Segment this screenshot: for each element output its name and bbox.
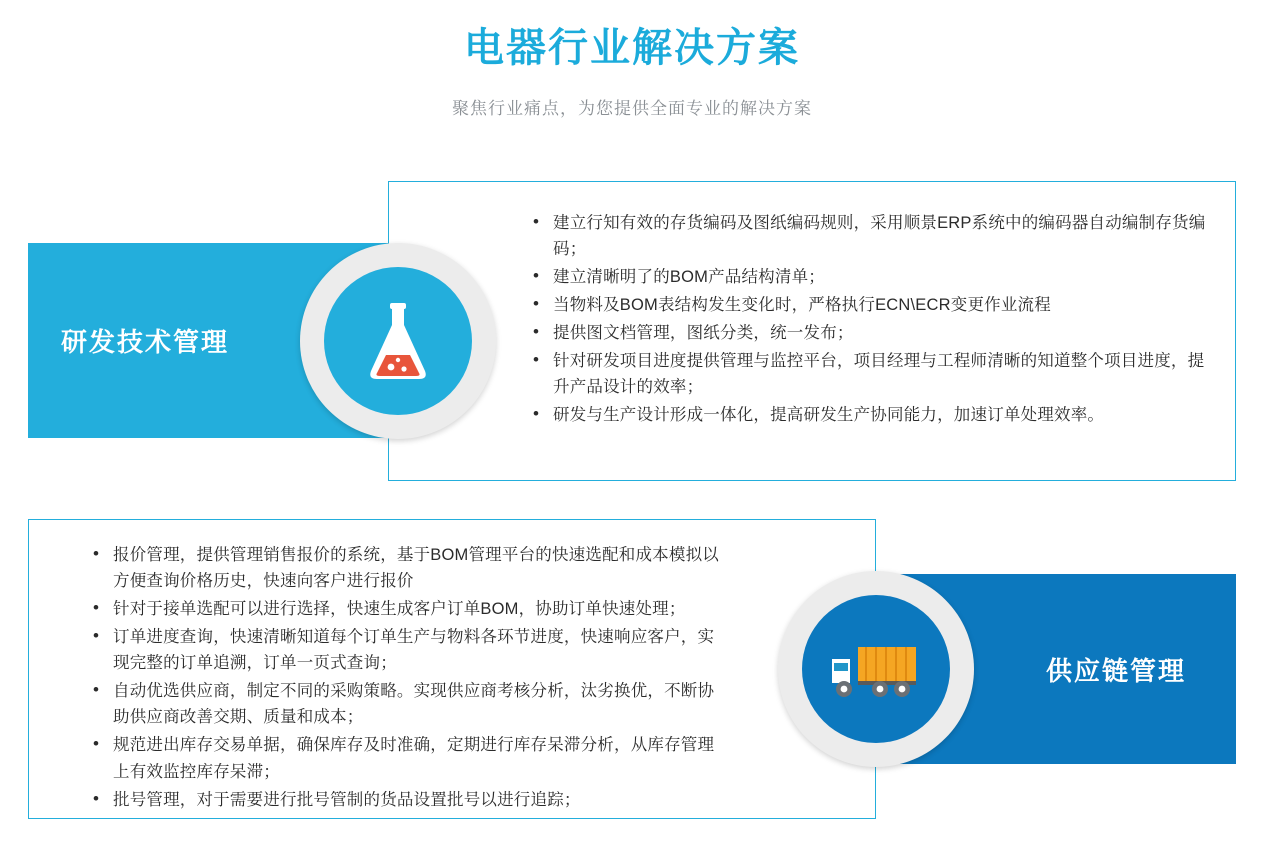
research-badge (300, 243, 496, 439)
page-header (0, 0, 1264, 119)
list-item: • 建立行知有效的存货编码及图纸编码规则，采用顺景ERP系统中的编码器自动编制存货编码； (531, 210, 1207, 262)
list-item: • 订单进度查询，快速清晰知道每个订单生产与物料各环节进度，快速响应客户，实现完整的订单追溯，订单一页式查询； (91, 624, 725, 676)
list-item: • 自动优选供应商，制定不同的采购策略。实现供应商考核分析，汰劣换优，不断协助供应商改善交期、质量和成本； (91, 678, 725, 730)
section-label-text: 研发技术管理 (61, 327, 230, 357)
list-item: • 规范进出库存交易单据，确保库存及时准确，定期进行库存呆滞分析，从库存管理上有效监控库存呆滞； (91, 732, 725, 784)
supply-chain-badge-inner (802, 595, 950, 743)
list-item: • 批号管理，对于需要进行批号管制的货品设置批号以进行追踪； (91, 787, 725, 813)
truck-icon (828, 637, 924, 701)
page-subtitle: 聚焦行业痛点，为您提供全面专业的解决方案 (452, 99, 812, 118)
list-item: • 建立清晰明了的BOM产品结构清单； (531, 264, 1207, 290)
list-item: • 当物料及BOM表结构发生变化时，严格执行ECN\ECR变更作业流程 (531, 292, 1207, 318)
supply-chain-bullet-list (29, 520, 875, 813)
section-label-text: 供应链管理 (1045, 655, 1186, 686)
research-bullet-list (389, 182, 1235, 429)
flask-icon (359, 299, 437, 383)
research-badge-inner (324, 267, 472, 415)
page-title: 电器行业解决方案 (464, 26, 800, 70)
list-item: • 报价管理，提供管理销售报价的系统，基于BOM管理平台的快速选配和成本模拟以方便查询价格历史，快速向客户进行报价 (91, 542, 725, 594)
section-content-research (388, 181, 1236, 481)
section-research (0, 181, 1264, 501)
section-supply-chain (0, 519, 1264, 849)
list-item: • 提供图文档管理，图纸分类，统一发布； (531, 320, 1207, 346)
list-item: • 针对于接单选配可以进行选择，快速生成客户订单BOM，协助订单快速处理； (91, 596, 725, 622)
supply-chain-badge (778, 571, 974, 767)
section-content-supply-chain (28, 519, 876, 819)
list-item: • 针对研发项目进度提供管理与监控平台，项目经理与工程师清晰的知道整个项目进度，提升产品设计的效率； (531, 348, 1207, 400)
list-item: • 研发与生产设计形成一体化，提高研发生产协同能力，加速订单处理效率。 (531, 402, 1207, 428)
